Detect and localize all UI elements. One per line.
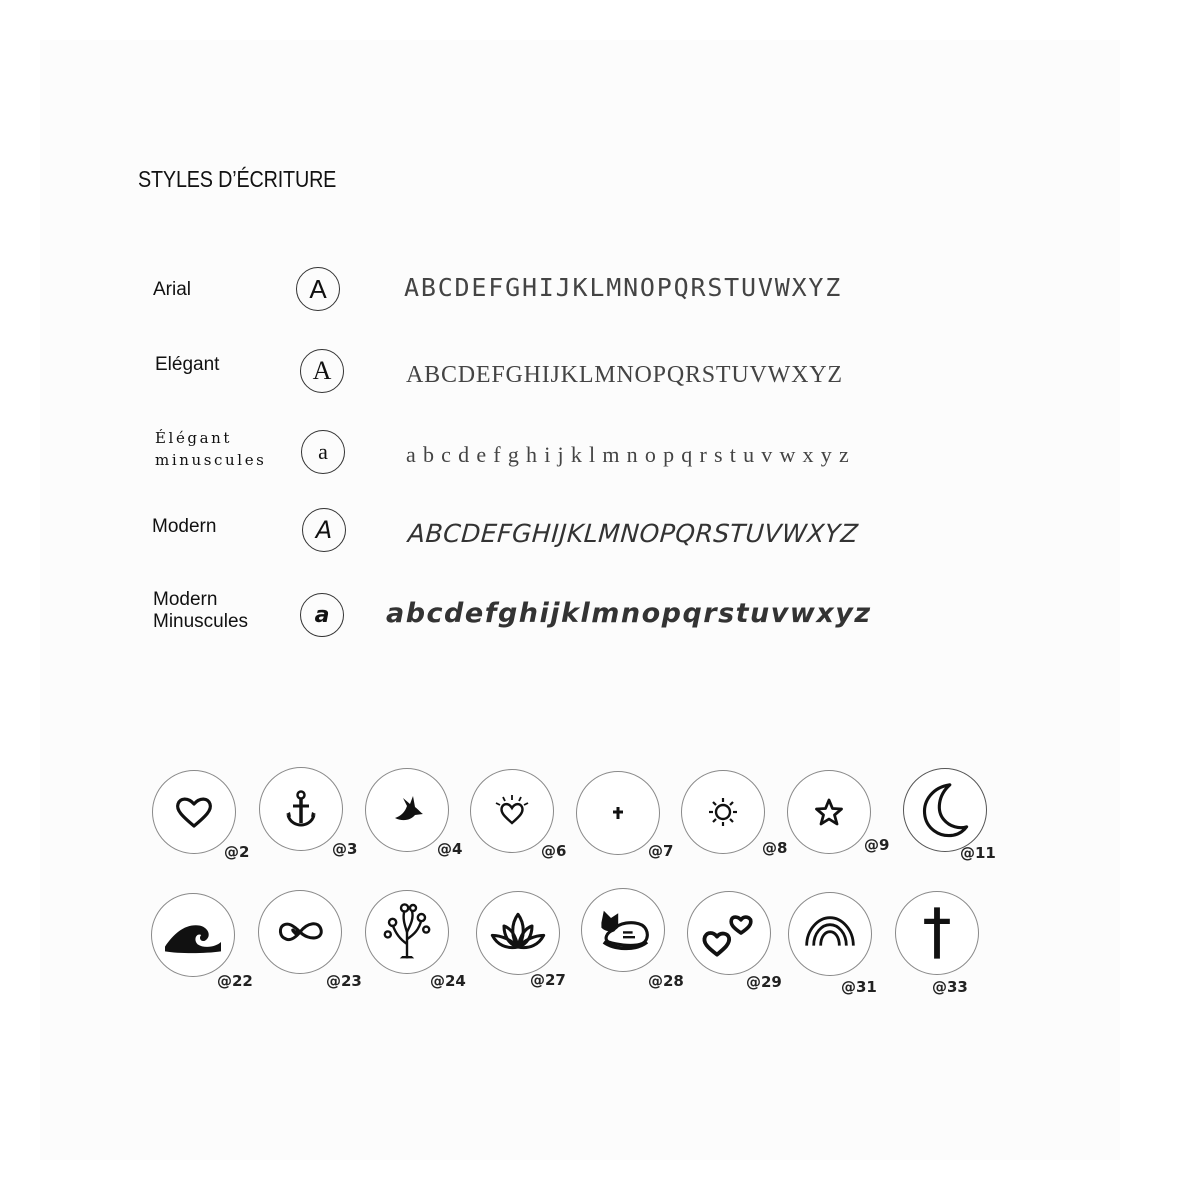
symbol-option-33[interactable] bbox=[895, 891, 979, 975]
symbol-code: @8 bbox=[762, 839, 788, 857]
small-cross-icon bbox=[588, 783, 648, 843]
style-alphabet: ABCDEFGHIJKLMNOPQRSTUVWXYZ bbox=[404, 273, 843, 302]
style-sample-circle: A bbox=[300, 349, 344, 393]
symbol-option-24[interactable] bbox=[365, 890, 449, 974]
crescent-moon-icon bbox=[909, 774, 981, 846]
style-sample-circle: a bbox=[301, 430, 345, 474]
style-label bbox=[155, 427, 266, 471]
symbol-code: @2 bbox=[224, 843, 250, 861]
style-alphabet: abcdefghijklmnopqrstuvwxyz bbox=[386, 598, 872, 629]
lotus-icon bbox=[483, 898, 553, 968]
bird-icon bbox=[377, 780, 437, 840]
symbol-code: @29 bbox=[746, 973, 782, 991]
style-alphabet: ABCDEFGHIJKLMNOPQRSTUVWXYZ bbox=[406, 519, 860, 548]
symbol-option-2[interactable] bbox=[152, 770, 236, 854]
style-label-line: Minuscules bbox=[153, 611, 249, 632]
symbol-code: @28 bbox=[648, 972, 684, 990]
symbol-code: @24 bbox=[430, 972, 466, 990]
symbol-option-9[interactable] bbox=[787, 770, 871, 854]
page-title: STYLES D’ÉCRITURE bbox=[138, 166, 337, 192]
wave-icon bbox=[158, 900, 228, 970]
rainbow-icon bbox=[795, 899, 865, 969]
symbol-option-6[interactable] bbox=[470, 769, 554, 853]
symbol-option-11[interactable] bbox=[903, 768, 987, 852]
symbol-code: @23 bbox=[326, 972, 362, 990]
style-label: Elégant bbox=[155, 354, 220, 375]
symbol-option-29[interactable] bbox=[687, 891, 771, 975]
style-alphabet: abcdefghijklmnopqrstuvwxyz bbox=[406, 442, 856, 467]
style-sample-circle: A bbox=[302, 508, 346, 552]
anchor-icon bbox=[271, 779, 331, 839]
two-hearts-icon bbox=[693, 897, 765, 969]
symbol-code: @27 bbox=[530, 971, 566, 989]
style-label: Modern bbox=[152, 516, 217, 537]
style-label-line: Modern bbox=[153, 589, 218, 610]
heart-icon bbox=[164, 782, 224, 842]
symbol-option-8[interactable] bbox=[681, 770, 765, 854]
symbol-option-28[interactable] bbox=[581, 888, 665, 972]
symbol-option-3[interactable] bbox=[259, 767, 343, 851]
style-label bbox=[153, 589, 248, 633]
symbol-code: @9 bbox=[864, 836, 890, 854]
shining-heart-icon bbox=[482, 781, 542, 841]
star-icon bbox=[799, 782, 859, 842]
infinity-heart-icon bbox=[265, 897, 335, 967]
symbol-option-23[interactable] bbox=[258, 890, 342, 974]
symbol-code: @31 bbox=[841, 978, 877, 996]
symbol-code: @11 bbox=[960, 844, 996, 862]
style-alphabet: ABCDEFGHIJKLMNOPQRSTUVWXYZ bbox=[406, 362, 843, 388]
style-sample-circle: A bbox=[296, 267, 340, 311]
symbol-option-27[interactable] bbox=[476, 891, 560, 975]
tree-icon bbox=[371, 896, 443, 968]
symbol-code: @33 bbox=[932, 978, 968, 996]
symbol-code: @4 bbox=[437, 840, 463, 858]
symbol-option-31[interactable] bbox=[788, 892, 872, 976]
style-label-line: Élégant bbox=[155, 429, 233, 447]
style-label: Arial bbox=[153, 279, 192, 300]
style-label-line: minuscules bbox=[155, 451, 267, 469]
symbol-code: @3 bbox=[332, 840, 358, 858]
fox-icon bbox=[587, 894, 659, 966]
symbol-option-22[interactable] bbox=[151, 893, 235, 977]
symbol-code: @22 bbox=[217, 972, 253, 990]
style-sample-circle: a bbox=[300, 593, 344, 637]
symbol-code: @6 bbox=[541, 842, 567, 860]
symbol-code: @7 bbox=[648, 842, 674, 860]
latin-cross-icon bbox=[902, 898, 972, 968]
sun-icon bbox=[693, 782, 753, 842]
